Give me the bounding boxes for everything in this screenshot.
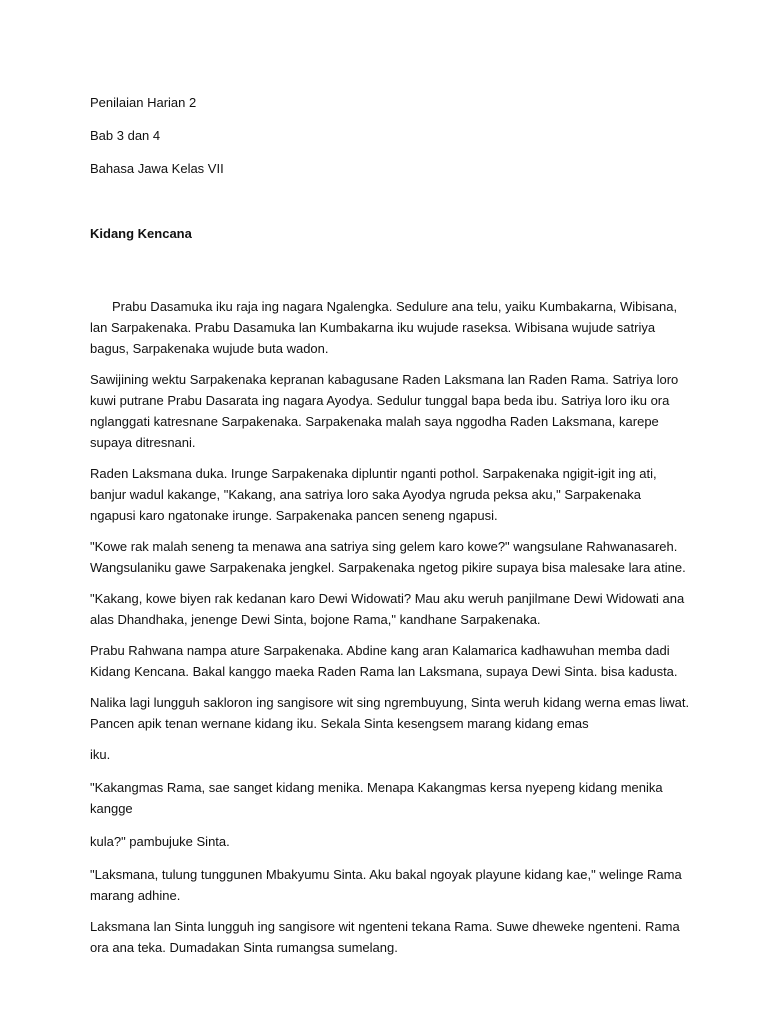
paragraph: iku. [90, 747, 111, 762]
story-title: Kidang Kencana [90, 226, 192, 241]
paragraph: Laksmana lan Sinta lungguh ing sangisore wit ngenteni tekana Rama. Suwe dheweke ngenteni. Rama ora ana teka. Dumadakan Sinta rumangsa sumelang. [90, 919, 680, 955]
document-page [90, 92, 690, 968]
paragraph: "Kakangmas Rama, sae sanget kidang menika. Menapa Kakangmas kersa nyepeng kidang menika kangge [90, 780, 663, 816]
subject-line: Bahasa Jawa Kelas VII [90, 161, 224, 176]
paragraph: kula?" pambujuke Sinta. [90, 834, 230, 849]
paragraph: Sawijining wektu Sarpakenaka kepranan kabagusane Raden Laksmana lan Raden Rama. Satriya loro kuwi putrane Prabu Dasarata ing nagara Ayodya. Sedulur tunggal bapa beda ibu. Satriya loro iku ora nglanggati katresnane Sarpakenaka. Sarpakenaka malah saya nggodha Raden Laksmana, karepe supaya ditresnani. [90, 372, 679, 450]
paragraph: "Kakang, kowe biyen rak kedanan karo Dewi Widowati? Mau aku weruh panjilmane Dewi Widowati ana alas Dhandhaka, jenenge Dewi Sinta, bojone Rama," kandhane Sarpakenaka. [90, 591, 685, 627]
paragraph: Nalika lagi lungguh sakloron ing sangisore wit sing ngrembuyung, Sinta weruh kidang werna emas liwat. Pancen apik tenan wernane kidang iku. Sekala Sinta kesengsem marang kidang emas [90, 695, 690, 731]
paragraph: Prabu Rahwana nampa ature Sarpakenaka. Abdine kang aran Kalamarica kadhawuhan memba dadi Kidang Kencana. Bakal kanggo maeka Raden Rama lan Laksmana, supaya Dewi Sinta. bisa kadusta. [90, 643, 678, 679]
paragraph: Raden Laksmana duka. Irunge Sarpakenaka dipluntir nganti pothol. Sarpakenaka ngigit-igit ing ati, banjur wadul kakange, "Kakang, ana satriya loro saka Ayodya ngruda peksa aku," Sarpakenaka ngapusi karo ngatonake irunge. Sarpakenaka pancen seneng ngapusi. [90, 466, 657, 523]
paragraph: Prabu Dasamuka iku raja ing nagara Ngalengka. Sedulure ana telu, yaiku Kumbakarna, Wibisana, lan Sarpakenaka. Prabu Dasamuka lan Kumbakarna iku wujude raseksa. Wibisana wujude satriya bagus, Sarpakenaka wujude buta wadon. [90, 299, 678, 356]
paragraph: "Kowe rak malah seneng ta menawa ana satriya sing gelem karo kowe?" wangsulane Rahwanasareh. Wangsulaniku gawe Sarpakenaka jengkel. Sarpakenaka ngetog pikire supaya bisa malesake lara atine. [90, 539, 686, 575]
story-body [90, 296, 690, 958]
assessment-title: Penilaian Harian 2 [90, 95, 197, 110]
chapter-line: Bab 3 dan 4 [90, 128, 161, 143]
paragraph: "Laksmana, tulung tunggunen Mbakyumu Sinta. Aku bakal ngoyak playune kidang kae," welinge Rama marang adhine. [90, 867, 682, 903]
